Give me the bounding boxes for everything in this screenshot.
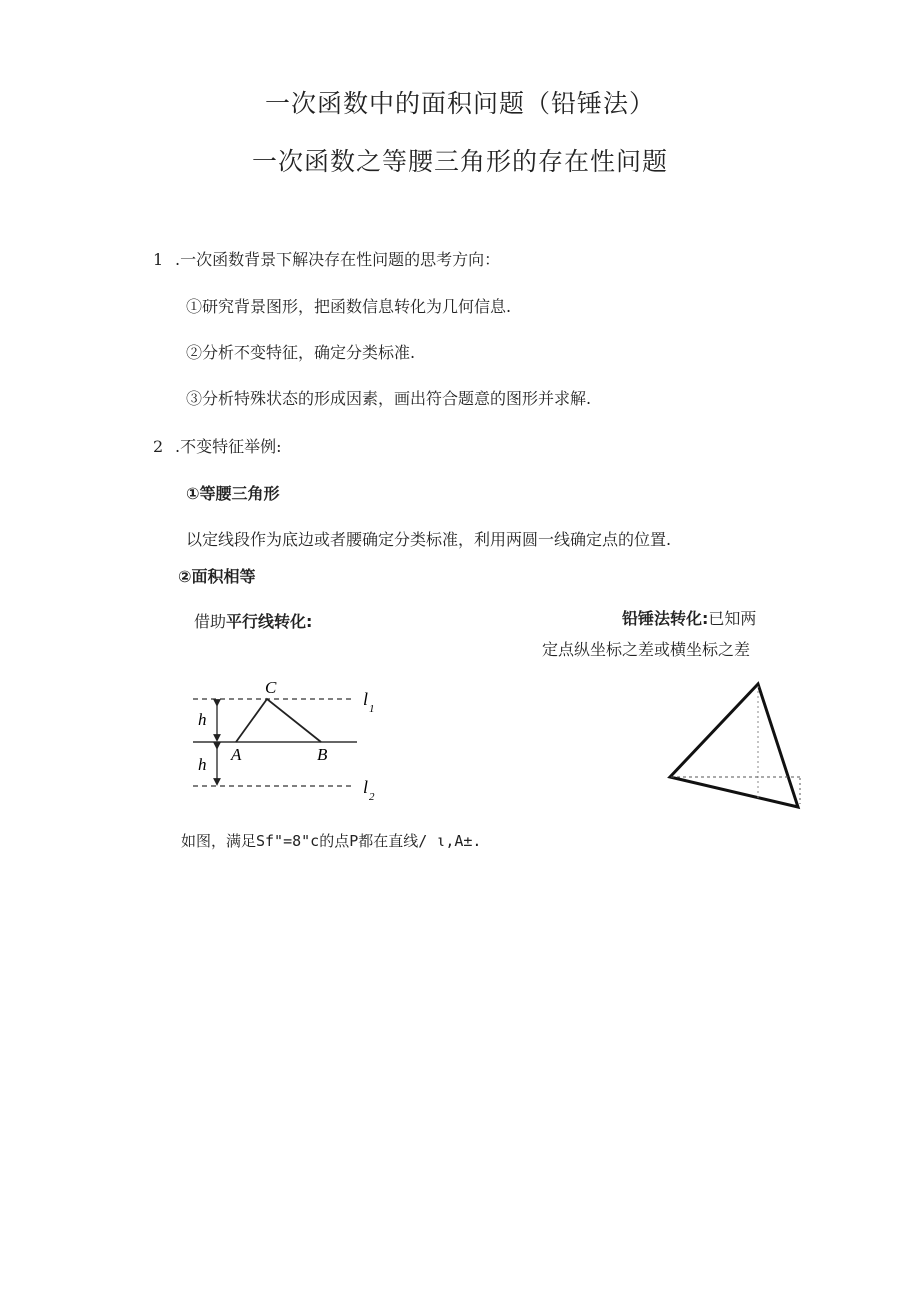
label-h-bottom: h: [198, 755, 207, 774]
section1-heading-text: .一次函数背景下解决存在性问题的思考方向：: [175, 250, 501, 269]
isosceles-triangle-title: ①等腰三角形: [186, 484, 280, 503]
label-h-top: h: [198, 710, 207, 729]
section2-heading-text: .不变特征举例:: [175, 437, 282, 456]
label-l1-sub: 1: [369, 703, 375, 715]
triangle-abc: [236, 699, 321, 742]
parallel-line-label: 平行线转化:: [226, 612, 313, 631]
label-l2-sub: 2: [369, 791, 375, 803]
label-c: C: [265, 678, 277, 697]
plumb-line-label: 铅锤法转化:: [622, 609, 709, 628]
parallel-line-method: [194, 609, 312, 632]
section1-item-3: ③分析特殊状态的形成因素，画出符合题意的图形并求解.: [186, 389, 592, 408]
label-l2: l: [363, 777, 369, 797]
label-b: B: [317, 745, 328, 764]
section1-item-2: ②分析不变特征，确定分类标准.: [186, 343, 416, 362]
figure-caption: 如图，满足Sf"=8"c的点P都在直线/ ι,A±.: [181, 832, 482, 850]
plumb-line-method: [622, 606, 756, 629]
section1-number: 1: [153, 250, 164, 269]
equal-area-title: ②面积相等: [178, 567, 256, 586]
parallel-line-prefix: 借助: [194, 612, 227, 631]
label-l1: l: [363, 689, 369, 709]
page-title: 一次函数中的面积问题（铅锤法）: [264, 89, 655, 118]
plumb-line-text-2: 定点纵坐标之差或横坐标之差: [542, 640, 751, 659]
section2-heading: [153, 434, 281, 457]
label-a: A: [231, 745, 242, 764]
page-subtitle: 一次函数之等腰三角形的存在性问题: [251, 147, 668, 176]
plumb-triangle: [670, 684, 798, 807]
section1-heading: [153, 247, 500, 270]
isosceles-triangle-text: 以定线段作为底边或者腰确定分类标准，利用两圆一线确定点的位置.: [186, 530, 672, 549]
plumb-line-text-1: 已知两: [708, 609, 757, 628]
section2-number: 2: [153, 437, 164, 456]
plumb-line-figure: [665, 678, 815, 813]
parallel-lines-figure: [185, 675, 395, 810]
section1-item-1: ①研究背景图形，把函数信息转化为几何信息.: [186, 297, 512, 316]
